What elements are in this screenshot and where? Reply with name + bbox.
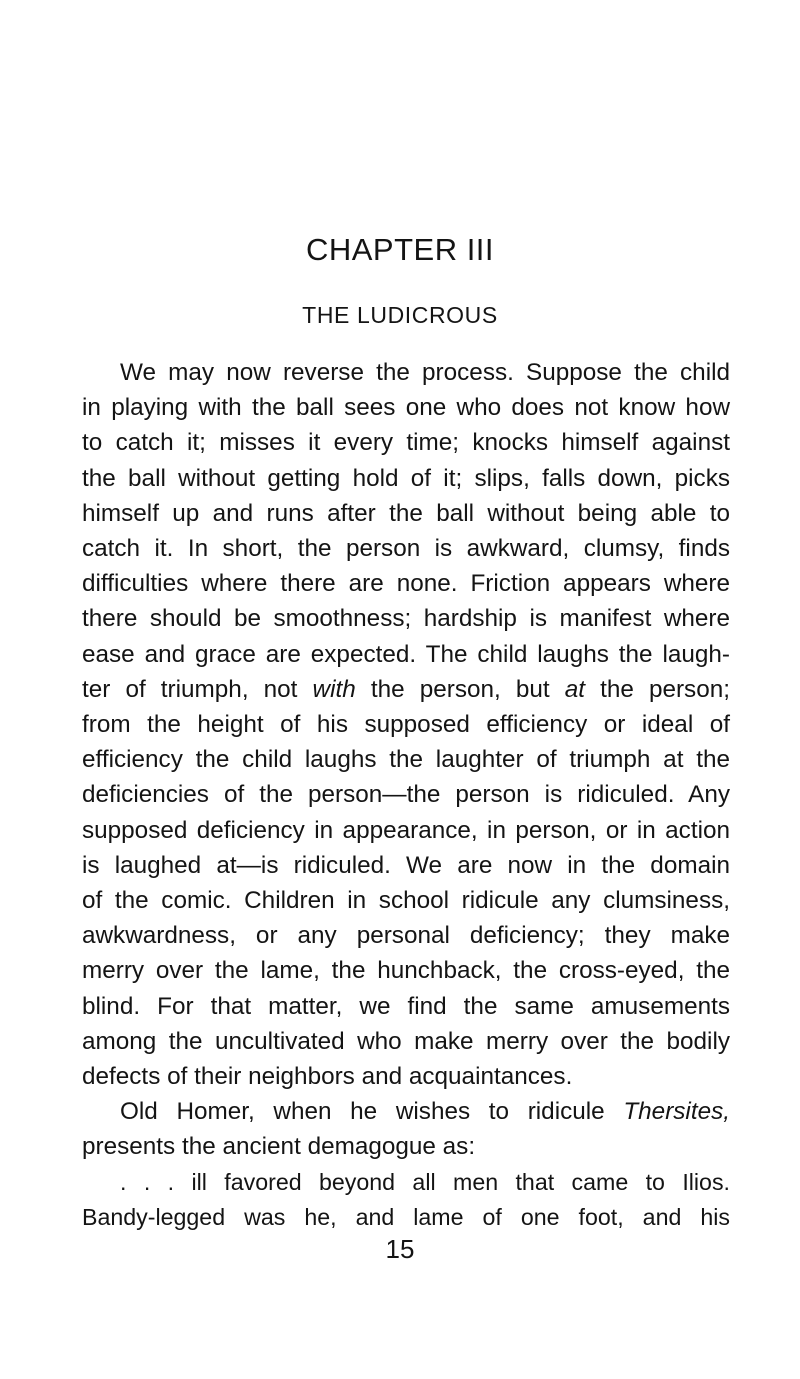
text-line: defects of their neighbors and acquaintances.	[82, 1063, 573, 1091]
text-line: awkwardness, or any personal deficiency; they make	[82, 922, 730, 950]
text-line: efficiency the child laughs the laughter of triumph at the	[82, 746, 730, 774]
text-line-with-emphasis	[82, 1094, 730, 1129]
text-line: there should be smoothness; hardship is manifest where	[82, 605, 730, 633]
text-line: blind. For that matter, we find the same amusements	[82, 992, 730, 1020]
text-line: the ball without getting hold of it; slips, falls down, picks	[82, 464, 730, 492]
text-line: from the height of his supposed efficiency or ideal of	[82, 711, 730, 739]
text-line: is laughed at—is ridiculed. We are now in the domain	[82, 851, 730, 879]
block-quote	[82, 1165, 730, 1235]
text-line: himself up and runs after the ball without being able to	[82, 499, 730, 527]
text-line: merry over the lame, the hunchback, the cross-eyed, the	[82, 957, 730, 985]
text-line: among the uncultivated who make merry over the bodily	[82, 1027, 730, 1055]
text-line: supposed deficiency in appearance, in person, or in action	[82, 816, 730, 844]
text-line: We may now reverse the process. Suppose the child	[120, 359, 730, 386]
text-segment: the person;	[584, 675, 730, 703]
text-segment: ter of triumph, not	[82, 675, 313, 703]
text-line-with-emphasis	[82, 672, 730, 707]
text-line: ease and grace are expected. The child laughs the laugh-	[82, 640, 730, 668]
page-number: 15	[385, 1234, 415, 1264]
emphasis-at: at	[564, 675, 585, 703]
text-line: presents the ancient demagogue as:	[82, 1133, 476, 1161]
quote-line: . . . ill favored beyond all men that came to Ilios.	[120, 1168, 730, 1195]
text-line: difficulties where there are none. Friction appears where	[82, 570, 730, 598]
text-line: of the comic. Children in school ridicule any clumsiness,	[82, 887, 730, 915]
emphasis-with: with	[312, 675, 356, 703]
paragraph-2	[82, 1094, 730, 1164]
chapter-title: CHAPTER III	[305, 232, 495, 267]
emphasis-thersites: Thersites,	[623, 1098, 730, 1126]
body-text	[82, 355, 730, 1235]
chapter-subtitle: THE LUDICROUS	[302, 302, 498, 328]
text-line: catch it. In short, the person is awkward, clumsy, finds	[82, 535, 730, 563]
text-segment: Old Homer, when he wishes to ridicule	[120, 1098, 624, 1126]
paragraph-1	[82, 355, 730, 1094]
quote-line: Bandy-legged was he, and lame of one foot, and his	[82, 1203, 730, 1230]
text-line: in playing with the ball sees one who does not know how	[82, 394, 730, 422]
text-line: deficiencies of the person—the person is ridiculed. Any	[82, 781, 730, 809]
text-line: to catch it; misses it every time; knocks himself against	[82, 429, 730, 457]
text-segment: the person, but	[355, 675, 565, 703]
